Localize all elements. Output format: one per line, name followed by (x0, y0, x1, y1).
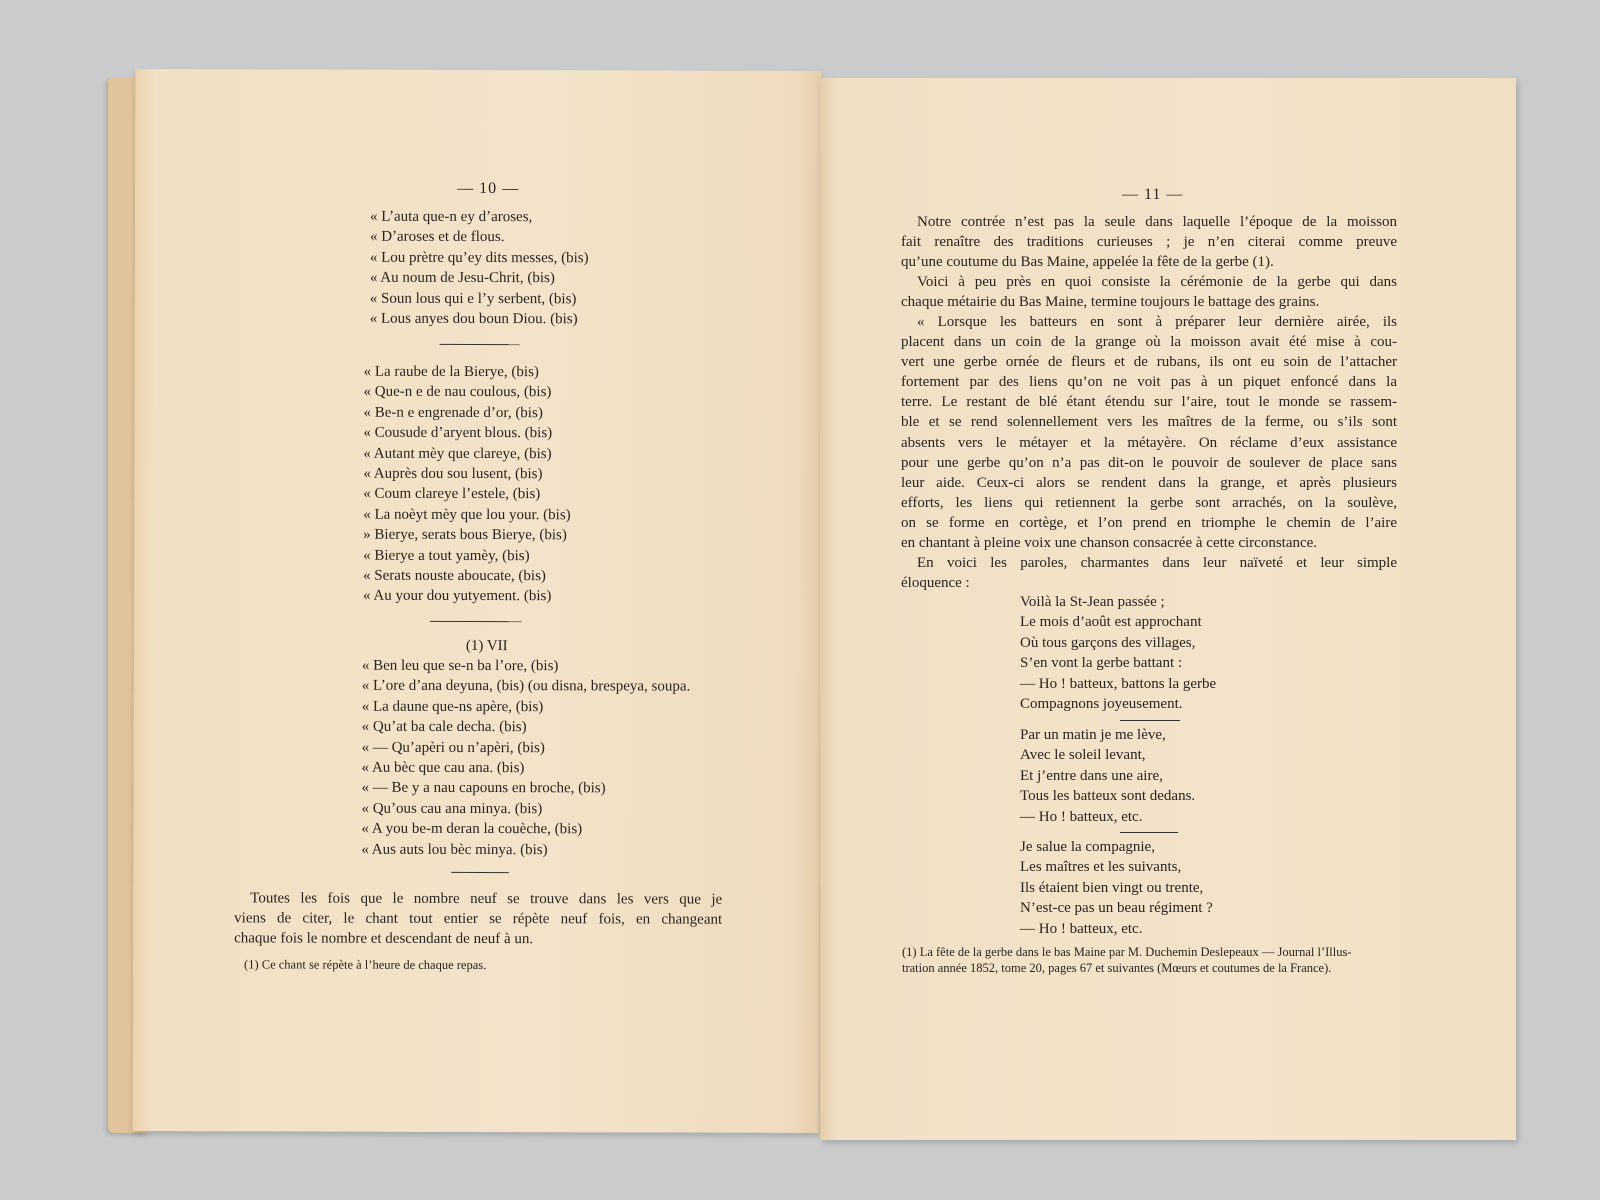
text-line: terre. Le restant de blé étant étendu sur l’aire, tout le monde se rassem- (901, 394, 1397, 411)
verse-line: « A you be-m deran la couèche, (bis) (361, 820, 583, 838)
text-line: chaque fois le nombre et descendant de neuf à un. (234, 930, 534, 948)
text-line: pour une gerbe qu’on n’a pas dit-on le pouvoir de soulever de place sans (901, 454, 1397, 471)
section-heading: (1) VII (465, 637, 508, 655)
song-stanza-2 (1020, 725, 1195, 827)
verse-line: Compagnons joyeusement. (1020, 696, 1183, 713)
verse-line: » Bierye, serats bous Bierye, (bis) (363, 526, 567, 544)
text-line: placent dans un coin de la grange où la moisson avait été mise à cou- (901, 334, 1397, 351)
verse-line: « Auprès dou sou lusent, (bis) (363, 465, 543, 483)
verse-line: « D’aroses et de flous. (369, 229, 505, 246)
verse-line: Je salue la compagnie, (1020, 839, 1155, 855)
verse-line: « Be-n e engrenade d’or, (bis) (363, 404, 543, 421)
text-line: chaque métairie du Bas Maine, termine toujours le battage des grains. (901, 294, 1320, 311)
verse-line: « — Be y a nau capouns en broche, (bis) (361, 780, 606, 797)
verse-line: Les maîtres et les suivants, (1020, 859, 1182, 876)
verse-line: Voilà la St-Jean passée ; (1020, 594, 1165, 610)
text-line: Toutes les fois que le nombre neuf se trouve dans les vers que je (250, 890, 723, 908)
verse-line: S’en vont la gerbe battant : (1020, 655, 1183, 672)
divider (1120, 832, 1178, 833)
verse-line: N’est-ce pas un beau régiment ? (1020, 900, 1213, 917)
text-line: ble et se rend solennellement vers les maîtres de la ferme, ou s’ils sont (901, 414, 1397, 431)
verse-line: « Que-n e de nau coulous, (bis) (363, 384, 552, 401)
verse-line: « Au your dou yutyement. (bis) (362, 588, 552, 605)
text-line: viens de citer, le chant tout entier se répète neuf fois, en changeant (234, 910, 723, 928)
footnote: (1) Ce chant se répète à l’heure de chaque repas. (244, 957, 487, 973)
footnote (902, 944, 1352, 976)
verse-line: « Serats nouste aboucate, (bis) (363, 567, 546, 585)
verse-line: « Lous anyes dou boun Diou. (bis) (369, 310, 578, 328)
verse-line: « Au bèc que cau ana. (bis) (361, 759, 525, 777)
verse-line: « Coum clareye l’estele, (bis) (363, 486, 541, 503)
divider (440, 344, 520, 345)
verse-line: « La noèyt mèy que lou your. (bis) (363, 506, 571, 524)
divider (1120, 720, 1180, 721)
verse-line: « L’ore d’ana deyuna, (bis) (ou disna, brespeya, soupa. (361, 678, 691, 695)
verse-line: « Bierye a tout yamèy, (bis) (363, 547, 530, 564)
right-page (820, 78, 1516, 1140)
divider (451, 872, 509, 873)
text-line: vert une gerbe ornée de fleurs et de rubans, ils ont eu soin de l’attacher (901, 354, 1397, 371)
paragraph (234, 888, 722, 950)
left-page (133, 69, 822, 1133)
verse-line: « Qu’at ba cale decha. (bis) (361, 718, 527, 736)
verse-line: tration année 1852, tome 20, pages 67 et suivantes (Mœurs et coutumes de la France). (902, 961, 1332, 975)
verse-line: « Autant mèy que clareye, (bis) (363, 445, 552, 462)
text-line: en chantant à pleine voix une chanson consacrée à cette circonstance. (901, 535, 1318, 552)
verse-line: Avec le soleil levant, (1020, 747, 1146, 764)
verse-line: Le mois d’août est approchant (1020, 614, 1202, 631)
verse-line: « Lou prètre qu’ey dits messes, (bis) (369, 249, 589, 267)
page-number: — 10 — (457, 179, 520, 198)
text-line: leur aide. Ceux-ci alors se rendent dans la grange, et après plusieurs (901, 474, 1397, 491)
verse-line: « Aus auts lou bèc minya. (bis) (361, 841, 548, 858)
verse-line: — Ho ! batteux, etc. (1020, 808, 1143, 825)
verse-line: « — Qu’apèri ou n’apèri, (bis) (361, 739, 545, 756)
verse-line: « Qu’ous cau ana minya. (bis) (361, 800, 543, 818)
verse-line: — Ho ! batteux, battons la gerbe (1020, 675, 1217, 692)
paragraph-4 (901, 553, 1397, 593)
text-line: absents vers le métayer et la métayère. On réclame d’eux assistance (901, 434, 1397, 451)
verse-line: (1) La fête de la gerbe dans le bas Maine par M. Duchemin Deslepeaux — Journal l’Illus- (902, 945, 1352, 959)
verse-line: « L’auta que-n ey d’aroses, (369, 208, 533, 226)
text-line: En voici les paroles, charmantes dans leur naïveté et leur simple (917, 555, 1397, 571)
text-line: fortement par des liens qu’on ne voit pas à un piquet enfoncé dans la (901, 374, 1397, 391)
paragraph-3 (901, 312, 1397, 553)
song-stanza-1 (1020, 592, 1216, 714)
text-line: Voici à peu près en quoi consiste la cérémonie de la gerbe qui dans (917, 274, 1397, 290)
stanza-3 (361, 656, 690, 861)
verse-line: « Cousude d’aryent blous. (bis) (363, 424, 553, 442)
verse-line: « Soun lous qui e l’y serbent, (bis) (369, 290, 577, 307)
verse-line: — Ho ! batteux, etc. (1020, 920, 1143, 937)
text-line: Notre contrée n’est pas la seule dans laquelle l’époque de la moisson (917, 214, 1397, 230)
verse-line: Et j’entre dans une aire, (1020, 767, 1163, 784)
verse-line: « La daune que-ns apère, (bis) (361, 698, 544, 715)
text-line: efforts, les liens qui retiennent la gerbe sont arrachés, on la soulève, (901, 494, 1397, 511)
stanza-1 (370, 207, 589, 330)
verse-line: Ils étaient bien vingt ou trente, (1020, 879, 1204, 896)
verse-line: Où tous garçons des villages, (1020, 634, 1196, 651)
text-line: on se forme en cortège, et l’on prend en triomphe le chemin de l’aire (901, 514, 1397, 531)
divider (430, 621, 522, 622)
verse-line: « Au noum de Jesu-Chrit, (bis) (369, 269, 555, 287)
verse-line: Par un matin je me lève, (1020, 727, 1166, 743)
song-stanza-3 (1020, 837, 1213, 939)
stanza-2 (363, 362, 571, 607)
verse-line: Tous les batteux sont dedans. (1020, 788, 1196, 805)
paragraph-2 (901, 272, 1397, 312)
text-line: qu’une coutume du Bas Maine, appelée la fête de la gerbe (1). (901, 254, 1274, 271)
paragraph-1 (901, 212, 1397, 272)
verse-line: « Ben leu que se-n ba l’ore, (bis) (361, 657, 559, 675)
page-number: — 11 — (1122, 186, 1184, 203)
text-line: « Lorsque les batteurs en sont à préparer leur dernière airée, ils (917, 314, 1397, 330)
verse-line: « La raube de la Bierye, (bis) (363, 363, 539, 381)
text-line: fait renaître des traditions curieuses ; je n’en citerai comme preuve (901, 234, 1397, 251)
text-line: éloquence : (901, 575, 970, 592)
